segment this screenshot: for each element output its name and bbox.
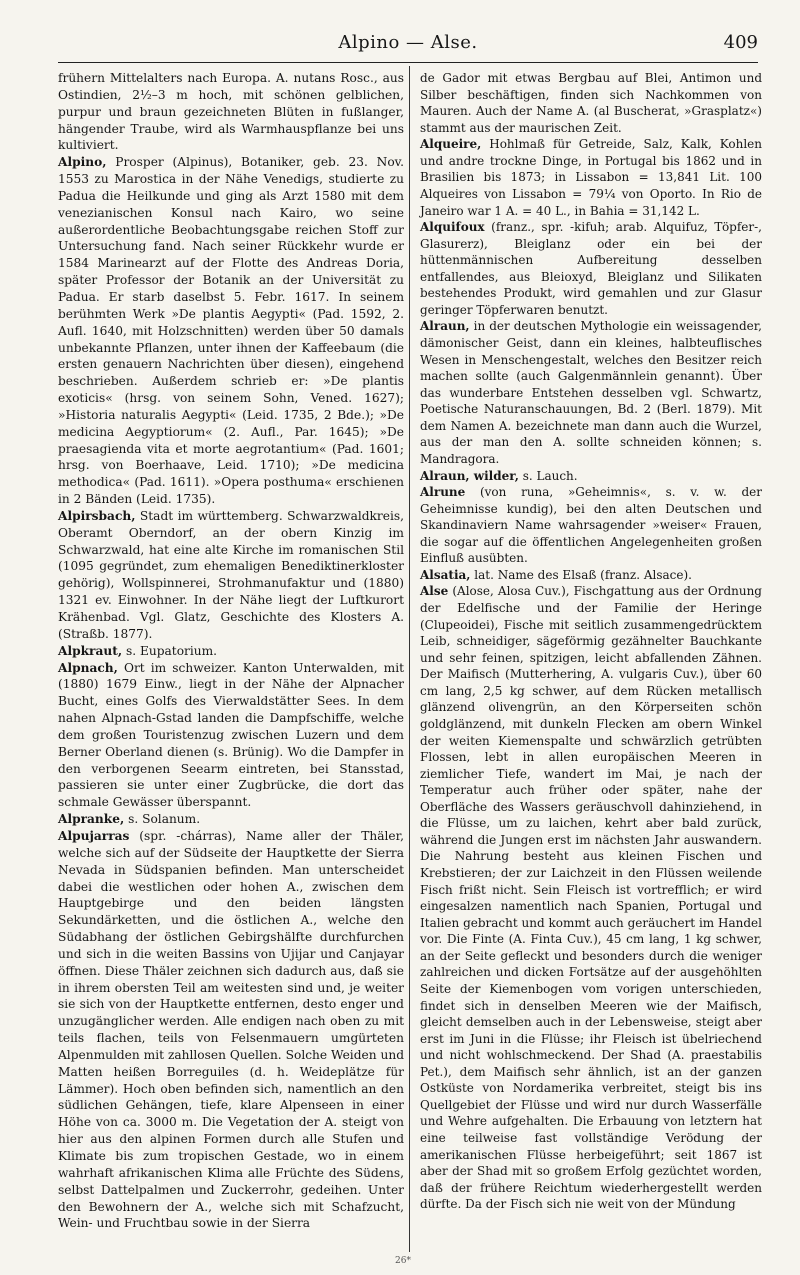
entry-lemma: Alpino, — [58, 155, 107, 170]
entry-paragraph — [58, 70, 404, 154]
entry-paragraph — [420, 468, 762, 485]
entry-paragraph — [58, 643, 404, 660]
entry-paragraph — [420, 318, 762, 467]
page-number: 409 — [723, 32, 758, 53]
entry-text: s. Lauch. — [518, 468, 578, 483]
entry-lemma: Alse — [420, 584, 449, 599]
signature-mark: 26* — [395, 1256, 411, 1266]
entry-text: (franz., spr. -kifuh; arab. Alquifuz, Töpfer-, Glasurerz), Bleiglanz oder ein bei der hüttenmännischen Aufbereitung desselben entfallendes, aus Bleioxyd, Bleiglanz und Silikaten bestehendes Produkt, wird gemahlen und zur Glasur geringer Töpferwaren benutzt. — [420, 220, 762, 317]
column-divider — [409, 66, 410, 1252]
entry-lemma: Alpkraut, — [58, 643, 123, 658]
entry-lemma: Alpranke, — [58, 812, 125, 827]
entry-text: in der deutschen Mythologie ein weissagender, dämonischer Geist, dann ein kleines, halbteuflisches Wesen in Menschengestalt, welches den Besitzer reich machen sollte (auch Galgenmännlein genannt). Über das wunderbare Entstehen desselben vgl. Schwartz, Poetische Naturanschauungen, Bd. 2 (Berl. 1879). Mit dem Namen A. bezeichnete man dann auch die Wurzel, aus der man den A. sollte schneiden können; s. Mandragora. — [420, 319, 762, 466]
entry-paragraph — [58, 508, 404, 643]
entry-text: frühern Mittelalters nach Europa. A. nutans Rosc., aus Ostindien, 2½–3 m hoch, mit schönen gelblichen, purpur und braun gezeichneten Blüten in fußlanger, hängender Traube, wird als Warmhauspflanze bei uns kultiviert. — [58, 71, 404, 153]
entry-paragraph — [420, 484, 762, 567]
entry-text: (von runa, »Geheimnis«, s. v. w. der Geheimnisse kundig), bei den alten Deutschen und Skandinaviern Name wahrsagender »weiser« Frauen, die sogar auf die öffentlichen Angelegenheiten großen Einfluß ausübten. — [420, 485, 762, 566]
running-title: Alpino — Alse. — [338, 32, 478, 53]
left-column — [58, 70, 404, 1232]
entry-paragraph — [420, 567, 762, 584]
right-column — [420, 70, 762, 1213]
entry-text: lat. Name des Elsaß (franz. Alsace). — [470, 567, 692, 582]
entry-text: s. Eupatorium. — [122, 643, 218, 658]
entry-paragraph — [58, 811, 404, 828]
entry-lemma: Alsatia, — [420, 567, 471, 582]
entry-lemma: Alraun, wilder, — [420, 468, 519, 483]
entry-text: Hohlmaß für Getreide, Salz, Kalk, Kohlen und andre trockne Dinge, in Portugal bis 1862 und in Brasilien bis 1873; in Lissabon = 13,841 Lit. 100 Alqueires von Lissabon = 79¼ von Oporto. In Rio de Janeiro war 1 A. = 40 L., in Bahia = 31,142 L. — [420, 137, 762, 218]
entry-lemma: Alpnach, — [58, 660, 118, 675]
entry-text: (spr. -chárras), Name aller der Thäler, welche sich auf der Südseite der Hauptkette der Sierra Nevada in Südspanien befinden. Man unterscheidet dabei die westlichen oder hohen A., zwischen dem Hauptgebirge und den beiden längsten Sekundärketten, und die östlichen A., welche den Südabhang der östlichen Gebirgshälfte durchfurchen und sich in die weiten Bassins von Ujijar und Canjayar öffnen. Diese Thäler zeichnen sich dadurch aus, daß sie in ihrem obersten Teil am weitesten sind und, je weiter sie sich von der Hauptkette entfernen, desto enger und unzugänglicher werden. Alle endigen nach oben zu mit teils flachen, teils von Felsenmauern umgürteten Alpenmulden mit zahllosen Quellen. Solche Weiden und Matten heißen Borreguiles (d. h. Weideplätze für Lämmer). Hoch oben befinden sich, namentlich an den südlichen Gehängen, tiefe, klare Alpenseen in einer Höhe von ca. 3000 m. Die Vegetation der A. steigt von hier aus den alpinen Formen durch alle Stufen und Klimate bis zum tropischen Gestade, wo in einem wahrhaft afrikanischen Klima alle Früchte des Südens, selbst Dattelpalmen und Zuckerrohr, gedeihen. Unter den Bewohnern der A., welche sich mit Schafzucht, Wein- und Fruchtbau sowie in der Sierra — [58, 828, 404, 1231]
entry-text: de Gador mit etwas Bergbau auf Blei, Antimon und Silber beschäftigen, finden sich Nachkommen von Mauren. Auch der Name A. (al Buscherat, »Grasplatz«) stammt aus der maurischen Zeit. — [420, 71, 762, 135]
entry-paragraph — [420, 136, 762, 219]
entry-text: Stadt im württemberg. Schwarzwaldkreis, Oberamt Oberndorf, an der obern Kinzig im Schwarzwald, hat eine alte Kirche im romanischen Stil (1095 gegründet, zum ehemaligen Benediktinerkloster gehörig), Wollspinnerei, Strohmanufaktur und (1880) 1321 ev. Einwohner. In der Nähe liegt der Luftkurort Krähenbad. Vgl. Glatz, Geschichte des Klosters A. (Straßb. 1877). — [58, 508, 404, 641]
entry-text: (Alose, Alosa Cuv.), Fischgattung aus der Ordnung der Edelfische und der Familie der Heringe (Clupeoidei), Fische mit seitlich zusammengedrücktem Leib, schneidiger, sägeförmig gezähnelter Bauchkante und sehr feinen, spitzigen, leicht abfallenden Zähnen. Der Maifisch (Mutterhering, A. vulgaris Cuv.), über 60 cm lang, 2,5 kg schwer, auf dem Rücken metallisch glänzend olivengrün, an den Körperseiten schön goldglänzend, mit dunkeln Flecken am obern Winkel der weiten Kiemenspalte und schwärzlich getrübten Flossen, lebt in allen europäischen Meeren in ziemlicher Tiefe, wandert im Mai, je nach der Temperatur auch früher oder später, nahe der Oberfläche des Wassers geräuschvoll dahinziehend, in die Flüsse, um zu laichen, kehrt aber bald zurück, während die Jungen erst im nächsten Jahr auswandern. Die Nahrung besteht aus kleinen Fischen und Krebstieren; der zur Laichzeit in den Flüssen weilende Fisch frißt nicht. Sein Fleisch ist vortrefflich; er wird eingesalzen namentlich nach Spanien, Portugal und Italien gebracht und kommt auch geräuchert im Handel vor. Die Finte (A. Finta Cuv.), 45 cm lang, 1 kg schwer, an der Seite gefleckt und besonders durch die weniger zahlreichen und dicken Fortsätze auf der ausgehöhlten Seite der Kiemenbogen vom vorigen unterschieden, findet sich in denselben Meeren wie der Maifisch, gleicht demselben auch in der Lebensweise, steigt aber erst im Juni in die Flüsse; ihr Fleisch ist übelriechend und nicht wohlschmeckend. Der Shad (A. praestabilis Pet.), dem Maifisch sehr ähnlich, ist an der ganzen Ostküste von Nordamerika verbreitet, steigt bis ins Quellgebiet der Flüsse und wird nur durch Wasserfälle und Wehre aufgehalten. Die Erbauung von letztern hat eine teilweise fast vollständige Verödung der amerikanischen Flüsse herbeigeführt; seit 1867 ist aber der Shad mit so großem Erfolg gezüchtet worden, daß der frühere Reichtum wiederhergestellt werden dürfte. Da der Fisch sich nie weit von der Mündung — [420, 584, 762, 1212]
entry-lemma: Alpujarras — [58, 828, 130, 843]
entry-paragraph — [58, 828, 404, 1232]
entry-paragraph — [58, 154, 404, 508]
entry-text: Prosper (Alpinus), Botaniker, geb. 23. Nov. 1553 zu Marostica in der Nähe Venedigs, studierte zu Padua die Heilkunde und ging als Arzt 1580 mit dem venezianischen Konsul nach Kairo, wo seine außerordentliche Beobachtungsgabe reichen Stoff zur Untersuchung fand. Nach seiner Rückkehr wurde er 1584 Marinearzt auf der Flotte des Andreas Doria, später Professor der Botanik an der Universität zu Padua. Er starb daselbst 5. Febr. 1617. In seinem berühmten Werk »De plantis Aegypti« (Pad. 1592, 2. Aufl. 1640, mit Holzschnitten) werden über 50 damals unbekannte Pflanzen, unter ihnen der Kaffeebaum (die ersten genauern Nachrichten über diesen), eingehend beschrieben. Außerdem schrieb er: »De plantis exoticis« (hrsg. von seinem Sohn, Vened. 1627); »Historia naturalis Aegypti« (Leid. 1735, 2 Bde.); »De medicina Aegyptiorum« (2. Aufl., Par. 1645); »De praesagienda vita et morte aegrotantium« (Pad. 1601; hrsg. von Boerhaave, Leid. 1710); »De medicina methodica« (Pad. 1611). »Opera posthuma« erschienen in 2 Bänden (Leid. 1735). — [58, 155, 404, 507]
entry-paragraph — [420, 219, 762, 318]
entry-lemma: Alqueire, — [420, 137, 482, 152]
entry-paragraph — [420, 70, 762, 136]
entry-text: Ort im schweizer. Kanton Unterwalden, mit (1880) 1679 Einw., liegt in der Nähe der Alpnacher Bucht, eines Golfs des Vierwaldstätter Sees. In dem nahen Alpnach-Gstad landen die Dampfschiffe, welche dem großen Touristenzug zwischen Luzern und dem Berner Oberland dienen (s. Brünig). Wo die Dampfer in den verborgenen Seearm eintreten, bei Stansstad, passieren sie unter einer Zugbrücke, die dort das schmale Gewässer überspannt. — [58, 660, 404, 810]
page-header — [58, 28, 758, 63]
entry-paragraph — [58, 660, 404, 812]
entry-lemma: Alpirsbach, — [58, 508, 136, 523]
entry-paragraph — [420, 583, 762, 1212]
entry-text: s. Solanum. — [124, 812, 201, 827]
entry-lemma: Alquifoux — [420, 220, 485, 235]
entry-lemma: Alrune — [420, 485, 466, 500]
entry-lemma: Alraun, — [420, 319, 470, 334]
